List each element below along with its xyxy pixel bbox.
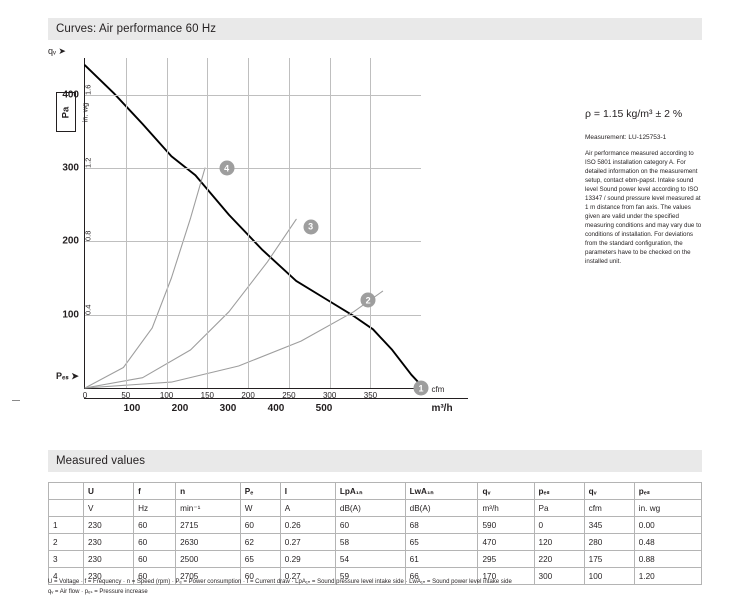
- gridline-horizontal: [85, 241, 421, 242]
- table-unit-cell: A: [280, 500, 335, 517]
- y-tick-label-inwg: 1.2: [83, 157, 93, 168]
- table-cell: 65: [240, 551, 280, 568]
- table-unit-cell: in. wg: [634, 500, 701, 517]
- table-row: [49, 551, 702, 568]
- table-cell: 60: [134, 551, 176, 568]
- table-cell: 59: [335, 568, 405, 585]
- x-tick-label-m3h: 500: [315, 403, 333, 414]
- x-tick-label-cfm: 50: [121, 391, 131, 400]
- table-cell: 2: [49, 534, 84, 551]
- density-value: ρ = 1.15 kg/m³ ± 2 %: [585, 108, 683, 120]
- section-header-curves: [48, 18, 702, 40]
- table-header-cell: f: [134, 483, 176, 500]
- table-cell: 230: [84, 551, 134, 568]
- table-legend: [48, 578, 728, 597]
- table-cell: 1.20: [634, 568, 701, 585]
- table-unit-cell: W: [240, 500, 280, 517]
- table-cell: 100: [584, 568, 634, 585]
- table-cell: 0.88: [634, 551, 701, 568]
- table-header-cell: [49, 483, 84, 500]
- table-cell: 230: [84, 517, 134, 534]
- table-cell: 60: [240, 517, 280, 534]
- x-tick-label-cfm: 350: [363, 391, 378, 400]
- gridline-vertical: [370, 58, 371, 388]
- table-cell: 54: [335, 551, 405, 568]
- x-axis-unit-m3h: m³/h: [431, 403, 453, 414]
- y-axis-variable-label: Pₑₛ ➤: [56, 371, 79, 381]
- y-tick-label-pa: 400: [62, 89, 79, 101]
- table-unit-cell: V: [84, 500, 134, 517]
- table-header-cell: Pₑ: [240, 483, 280, 500]
- y-tick-label-pa: 300: [62, 162, 79, 174]
- curve-system-curve-through-point-3: [85, 219, 296, 388]
- table-header-cell: I: [280, 483, 335, 500]
- operating-point-4: 4: [219, 161, 234, 176]
- gridline-horizontal: [85, 315, 421, 316]
- table-cell: 68: [405, 517, 478, 534]
- gridline-vertical: [289, 58, 290, 388]
- x-tick-label-m3h: 200: [171, 403, 189, 414]
- x-axis-variable-label: qᵥ ➤: [48, 46, 66, 56]
- x-tick-label-m3h: 400: [267, 403, 285, 414]
- x-tick-label-cfm: 300: [322, 391, 337, 400]
- measurement-info: [585, 108, 705, 267]
- table-unit-cell: dB(A): [335, 500, 405, 517]
- table-header-cell: qᵥ: [478, 483, 534, 500]
- table-cell: 60: [134, 568, 176, 585]
- table-cell: 470: [478, 534, 534, 551]
- table-header-cell: n: [176, 483, 241, 500]
- table-cell: 65: [405, 534, 478, 551]
- table-cell: 280: [584, 534, 634, 551]
- y-tick-label-inwg: 0.8: [83, 230, 93, 242]
- table-header-cell: pₑₛ: [534, 483, 584, 500]
- page-margin-mark: [12, 400, 20, 401]
- table-body: [49, 517, 702, 585]
- y-tick-label-pa: 200: [62, 235, 79, 247]
- table-row: [49, 534, 702, 551]
- gridline-vertical: [248, 58, 249, 388]
- measurement-id: Measurement: LU-125753-1: [585, 134, 667, 141]
- table-head: [49, 483, 702, 517]
- operating-point-2: 2: [361, 293, 376, 308]
- section-title-measured-values: Measured values: [56, 455, 146, 467]
- gridline-horizontal: [85, 95, 421, 96]
- table-cell: 0.00: [634, 517, 701, 534]
- table-cell: 175: [584, 551, 634, 568]
- table-cell: 230: [84, 534, 134, 551]
- table-cell: 2630: [176, 534, 241, 551]
- gridline-horizontal: [85, 168, 421, 169]
- y-tick-label-pa: 100: [62, 309, 79, 321]
- table-cell: 2500: [176, 551, 241, 568]
- table-cell: 66: [405, 568, 478, 585]
- table-cell: 120: [534, 534, 584, 551]
- curve-system-curve-through-point-4: [85, 168, 205, 388]
- table-cell: 60: [335, 517, 405, 534]
- table-cell: 3: [49, 551, 84, 568]
- table-header-row-symbols: [49, 483, 702, 500]
- gridline-vertical: [167, 58, 168, 388]
- table-cell: 230: [84, 568, 134, 585]
- table-cell: 61: [405, 551, 478, 568]
- table-unit-cell: min⁻¹: [176, 500, 241, 517]
- gridline-vertical: [207, 58, 208, 388]
- y-axis-unit-pa-label: Pa: [60, 106, 72, 118]
- table-cell: 0.26: [280, 517, 335, 534]
- table-cell: 60: [134, 534, 176, 551]
- x-tick-label-cfm: 100: [159, 391, 174, 400]
- x-tick-label-cfm: 0: [82, 391, 88, 400]
- table-cell: 0.27: [280, 568, 335, 585]
- table-unit-cell: dB(A): [405, 500, 478, 517]
- section-title-curves: Curves: Air performance 60 Hz: [56, 23, 217, 35]
- table-cell: 60: [240, 568, 280, 585]
- table-cell: 295: [478, 551, 534, 568]
- table-cell: 170: [478, 568, 534, 585]
- table-header-cell: pₑₛ: [634, 483, 701, 500]
- section-header-measured-values: [48, 450, 702, 472]
- table-cell: 0.48: [634, 534, 701, 551]
- table-unit-cell: [49, 500, 84, 517]
- table-cell: 1: [49, 517, 84, 534]
- x-tick-label-cfm: 200: [241, 391, 255, 400]
- table-cell: 60: [134, 517, 176, 534]
- table-unit-cell: m³/h: [478, 500, 534, 517]
- table-unit-cell: Hz: [134, 500, 176, 517]
- table-cell: 0: [534, 517, 584, 534]
- table-header-cell: qᵥ: [584, 483, 634, 500]
- table-cell: 2715: [176, 517, 241, 534]
- table-cell: 0.29: [280, 551, 335, 568]
- table-cell: 2705: [176, 568, 241, 585]
- x-tick-label-cfm: 150: [200, 391, 214, 400]
- operating-point-1: 1: [414, 381, 429, 396]
- table-unit-cell: Pa: [534, 500, 584, 517]
- table-cell: 300: [534, 568, 584, 585]
- x-tick-label-cfm: 250: [282, 391, 296, 400]
- table-header-cell: LpA₁ₙ: [335, 483, 405, 500]
- air-performance-chart: [48, 46, 468, 426]
- table-header-cell: LwA₁ₙ: [405, 483, 478, 500]
- legend-line-1: U = Voltage · f = Frequency · n = Speed (rpm) · Pₑ = Power consumption · I = Current draw · LpA₁ₙ = Sound pressure level intake side · LwA₁ₙ = Sound power level intake side: [48, 579, 512, 585]
- table-cell: 4: [49, 568, 84, 585]
- table-cell: 58: [335, 534, 405, 551]
- y-tick-label-inwg: 0.4: [83, 304, 93, 315]
- operating-point-3: 3: [303, 219, 318, 234]
- gridline-vertical: [126, 58, 127, 388]
- y-axis-unit-inwg-label: in. wg: [80, 102, 90, 122]
- measured-values-table-wrap: [48, 482, 702, 585]
- table-unit-cell: cfm: [584, 500, 634, 517]
- table-row: [49, 517, 702, 534]
- measured-values-table: [48, 482, 702, 585]
- table-header-row-units: [49, 500, 702, 517]
- y-tick-label-inwg: 1.6: [83, 84, 93, 95]
- table-cell: 62: [240, 534, 280, 551]
- x-tick-label-m3h: 300: [219, 403, 237, 414]
- x-tick-label-m3h: 100: [123, 403, 141, 414]
- table-header-cell: U: [84, 483, 134, 500]
- table-cell: 0.27: [280, 534, 335, 551]
- table-cell: 590: [478, 517, 534, 534]
- legend-line-2: qᵥ = Air flow · pₑₛ = Pressure increase: [48, 588, 148, 595]
- measurement-note: Air performance measured according to ISO 5801 installation category A. For detailed information on the measurement setup, contact ebm-papst. Intake sound level Sound power level according to ISO 13347 / sound pressure level measured at 1 m distance from fan axis. The values given are valid under the specified measuring conditions and may vary due to conditions of installation. For deviations from the standard configuration, the parameters have to be checked on the installed unit.: [585, 150, 702, 265]
- table-cell: 345: [584, 517, 634, 534]
- x-axis-unit-cfm: cfm: [431, 385, 445, 394]
- gridline-vertical: [330, 58, 331, 388]
- table-cell: 220: [534, 551, 584, 568]
